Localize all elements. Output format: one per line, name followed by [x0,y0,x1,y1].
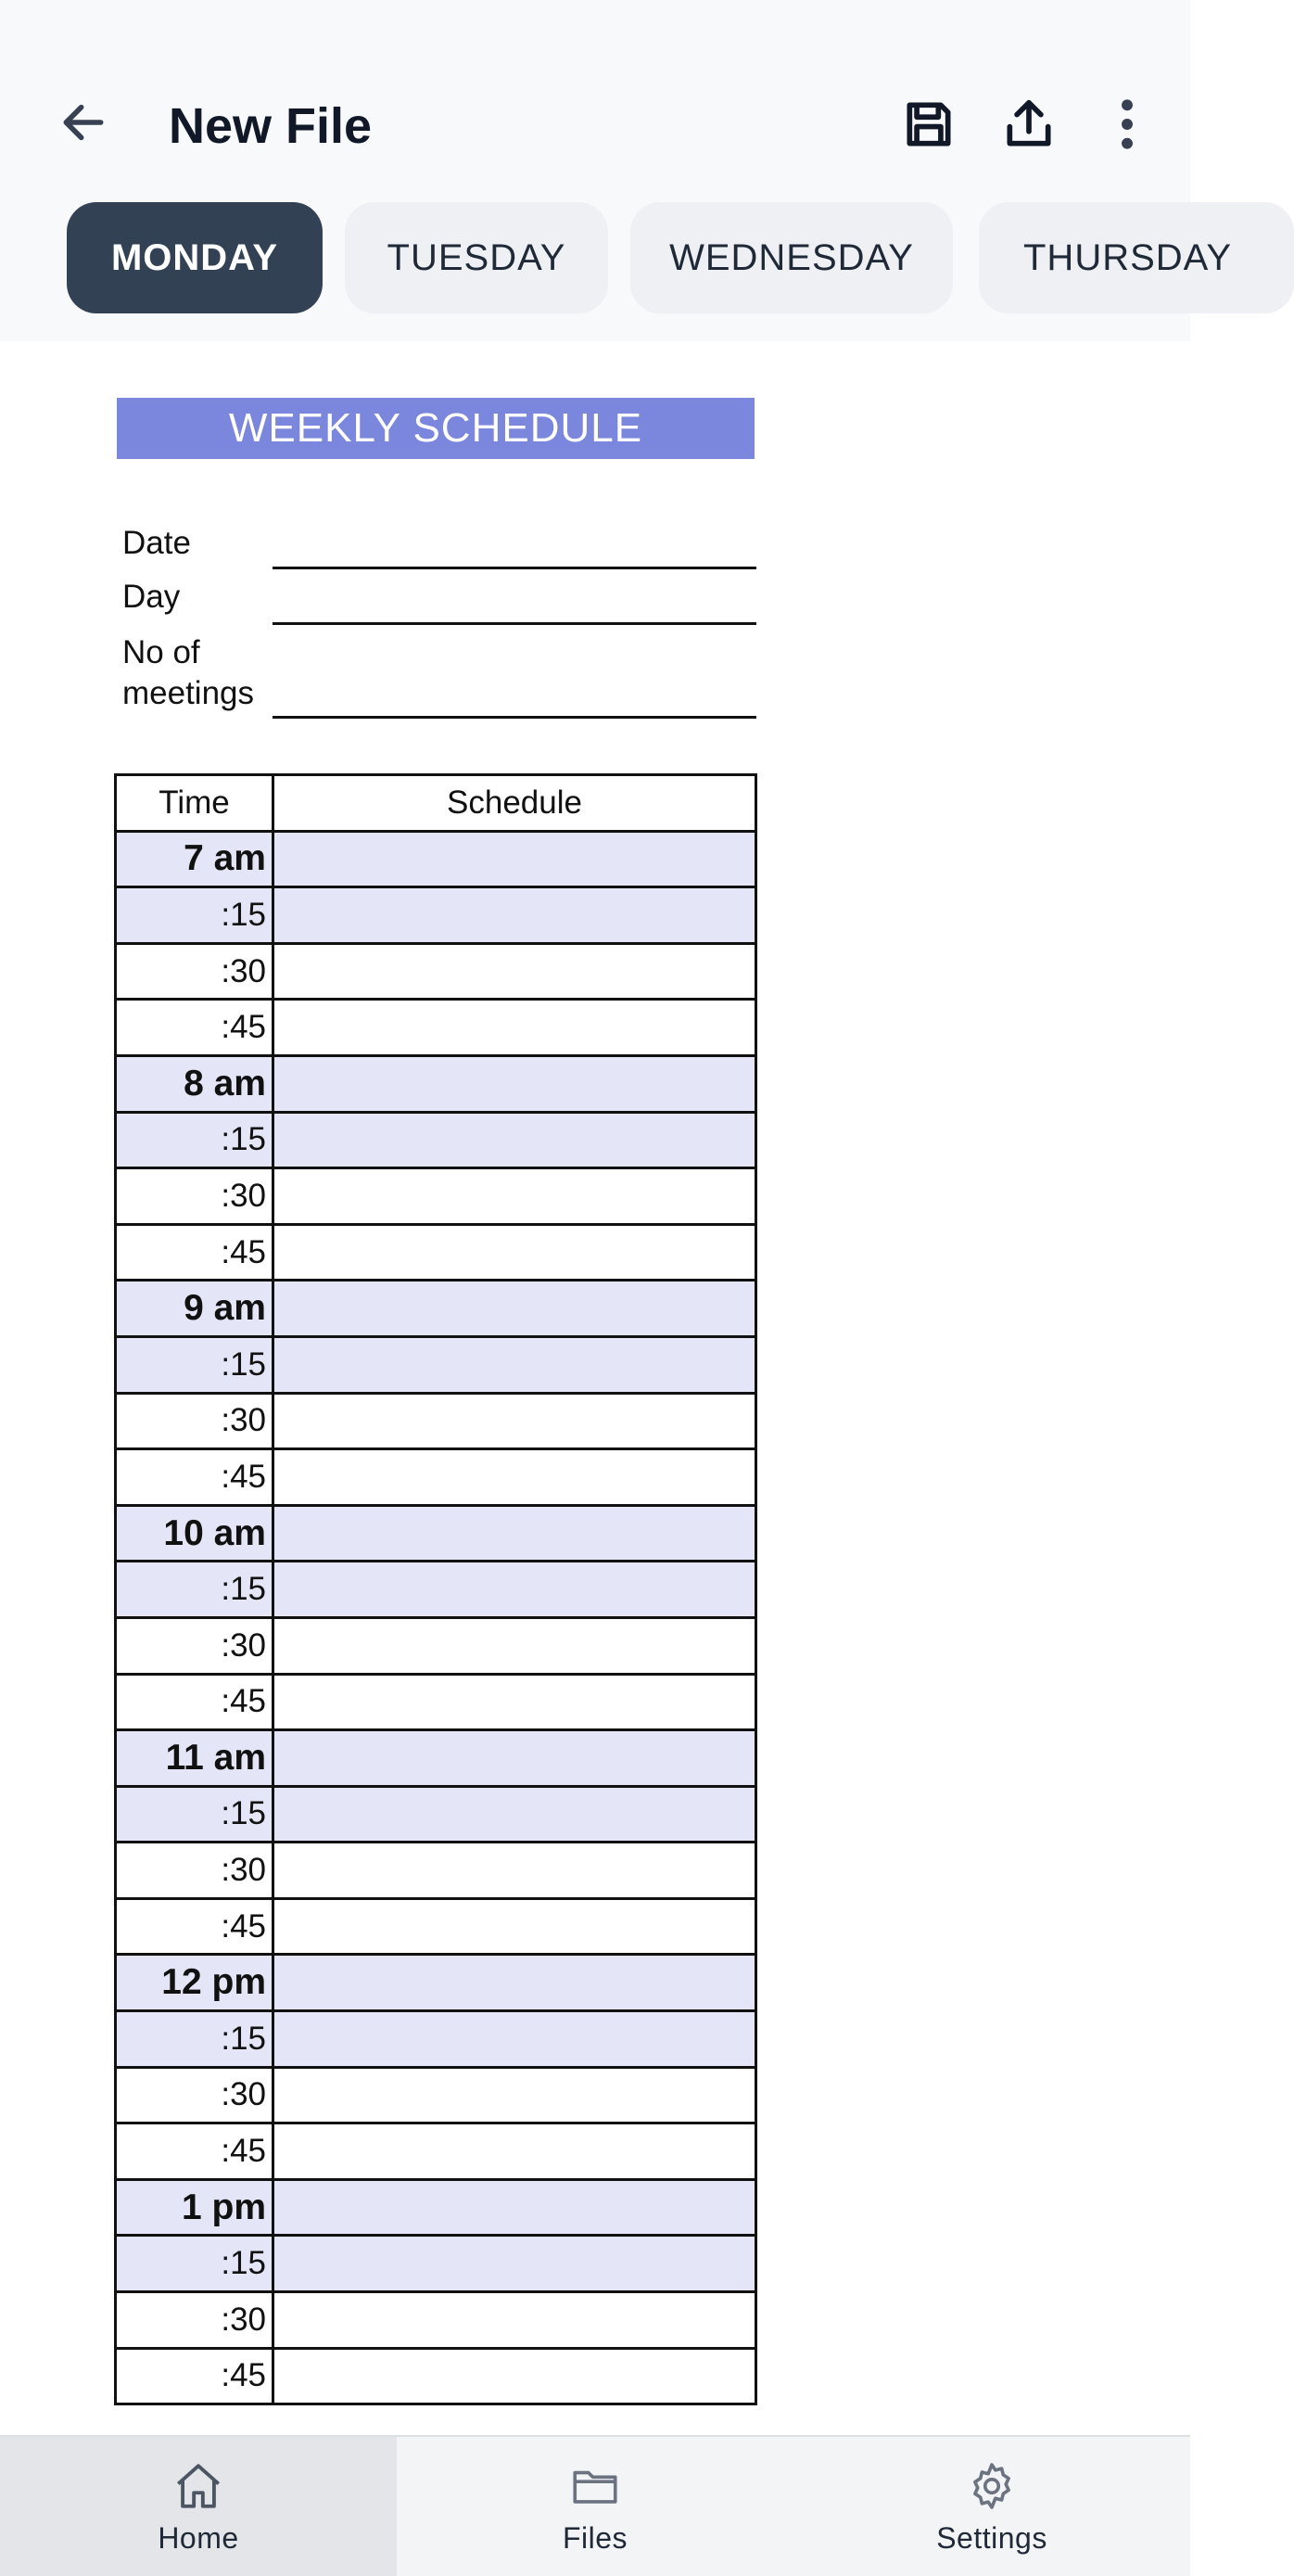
schedule-cell[interactable] [273,1617,756,1674]
time-cell: :30 [116,1843,273,1899]
meetings-label-line2: meetings [122,675,255,711]
time-cell: 9 am [116,1281,273,1337]
arrow-left-icon [57,96,109,148]
table-row [116,1843,756,1899]
day-field[interactable] [273,622,756,625]
table-row [116,1505,756,1562]
schedule-cell[interactable] [273,831,756,887]
time-cell: :15 [116,887,273,944]
meetings-field[interactable] [273,716,756,719]
table-row [116,1955,756,2011]
schedule-cell[interactable] [273,2067,756,2123]
schedule-cell[interactable] [273,2236,756,2292]
schedule-cell[interactable] [273,1843,756,1899]
table-header-row [116,775,756,832]
schedule-cell[interactable] [273,2348,756,2404]
table-row [116,1224,756,1281]
table-row [116,887,756,944]
table-row [116,2236,756,2292]
time-cell: :30 [116,943,273,1000]
table-row [116,1786,756,1843]
save-icon [900,96,958,153]
back-button[interactable] [54,93,113,152]
more-vertical-icon [1109,96,1146,153]
tab-monday[interactable]: MONDAY [67,202,323,313]
table-row [116,1000,756,1056]
nav-home-label: Home [158,2520,239,2555]
time-cell: 12 pm [116,1955,273,2011]
schedule-cell[interactable] [273,2011,756,2068]
schedule-cell[interactable] [273,1674,756,1730]
time-cell: :45 [116,1449,273,1506]
bottom-navigation [0,2435,1190,2576]
schedule-cell[interactable] [273,1393,756,1449]
table-row [116,2011,756,2068]
nav-settings-label: Settings [936,2520,1047,2555]
date-label: Date [122,525,191,561]
nav-home[interactable] [0,2437,397,2576]
schedule-cell[interactable] [273,1112,756,1168]
time-cell: :45 [116,1000,273,1056]
schedule-cell[interactable] [273,1898,756,1955]
meetings-label-line1: No of [122,634,200,670]
schedule-column-header: Schedule [273,775,756,832]
schedule-cell[interactable] [273,1562,756,1618]
table-row [116,2179,756,2236]
share-button[interactable] [994,89,1064,159]
schedule-cell[interactable] [273,2123,756,2180]
table-row [116,2348,756,2404]
table-row [116,2292,756,2349]
time-cell: 8 am [116,1055,273,1112]
time-cell: :15 [116,1786,273,1843]
schedule-cell[interactable] [273,1955,756,2011]
time-cell: :15 [116,2236,273,2292]
table-row [116,1168,756,1225]
schedule-cell[interactable] [273,2292,756,2349]
time-cell: :45 [116,2123,273,2180]
time-cell: :15 [116,1112,273,1168]
time-cell: 10 am [116,1505,273,1562]
home-icon [171,2459,225,2513]
time-cell: :30 [116,2292,273,2349]
page-title: New File [169,98,373,154]
schedule-cell[interactable] [273,1730,756,1787]
table-row [116,1617,756,1674]
tab-wednesday[interactable]: WEDNESDAY [630,202,953,313]
table-row [116,1055,756,1112]
schedule-cell[interactable] [273,1505,756,1562]
table-row [116,1281,756,1337]
time-cell: :45 [116,2348,273,2404]
time-column-header: Time [116,775,273,832]
table-row [116,1336,756,1393]
table-row [116,1393,756,1449]
table-row [116,943,756,1000]
nav-files-label: Files [562,2520,628,2555]
time-cell: :45 [116,1898,273,1955]
time-cell: :30 [116,1617,273,1674]
nav-files[interactable] [397,2437,793,2576]
table-row [116,1112,756,1168]
nav-settings[interactable] [793,2437,1190,2576]
tab-tuesday[interactable]: TUESDAY [345,202,608,313]
schedule-table [114,773,757,2405]
table-row [116,1562,756,1618]
schedule-cell[interactable] [273,1281,756,1337]
schedule-cell[interactable] [273,1055,756,1112]
time-cell: :45 [116,1674,273,1730]
tab-thursday[interactable]: THURSDAY [979,202,1294,313]
time-cell: 7 am [116,831,273,887]
date-field[interactable] [273,567,756,569]
schedule-cell[interactable] [273,887,756,944]
save-button[interactable] [894,89,964,159]
schedule-cell[interactable] [273,1168,756,1225]
schedule-cell[interactable] [273,1000,756,1056]
table-row [116,2123,756,2180]
time-cell: :30 [116,1393,273,1449]
time-cell: :45 [116,1224,273,1281]
schedule-cell[interactable] [273,943,756,1000]
time-cell: :30 [116,1168,273,1225]
schedule-cell[interactable] [273,2179,756,2236]
document-title: WEEKLY SCHEDULE [117,398,755,459]
table-row [116,1449,756,1506]
time-cell: :15 [116,2011,273,2068]
time-cell: :15 [116,1562,273,1618]
day-label: Day [122,579,181,615]
table-row [116,1674,756,1730]
table-row [116,1730,756,1787]
table-row [116,1898,756,1955]
more-options-button[interactable] [1092,89,1162,159]
schedule-cell[interactable] [273,1449,756,1506]
table-row [116,831,756,887]
schedule-cell[interactable] [273,1224,756,1281]
day-tabs [0,202,1233,315]
schedule-cell[interactable] [273,1336,756,1393]
time-cell: 1 pm [116,2179,273,2236]
time-cell: 11 am [116,1730,273,1787]
table-row [116,2067,756,2123]
time-cell: :15 [116,1336,273,1393]
gear-icon [965,2459,1019,2513]
app-header [0,0,1233,341]
time-cell: :30 [116,2067,273,2123]
share-icon [1000,96,1058,153]
schedule-cell[interactable] [273,1786,756,1843]
schedule-document [0,341,1190,2435]
folder-icon [568,2459,622,2513]
